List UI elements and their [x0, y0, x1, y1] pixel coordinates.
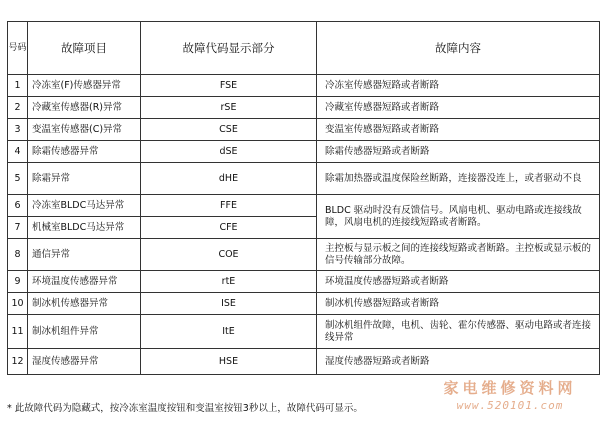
table-header-row [8, 22, 600, 75]
fault-content: 冷冻室传感器短路或者断路 [317, 75, 600, 97]
fault-code: FFE [141, 195, 317, 217]
header-number: 号码 [8, 22, 28, 75]
row-number: 4 [8, 141, 28, 163]
table-row [8, 163, 600, 195]
fault-content: 制冰机传感器短路或者断路 [317, 293, 600, 315]
fault-item: 环境温度传感器异常 [28, 271, 141, 293]
row-number: 10 [8, 293, 28, 315]
fault-code: CSE [141, 119, 317, 141]
header-fault-item: 故障项目 [28, 22, 141, 75]
header-fault-code: 故障代码显示部分 [141, 22, 317, 75]
row-number: 3 [8, 119, 28, 141]
table-row [8, 239, 600, 271]
watermark-text: 家电维修资料网 [443, 379, 577, 397]
table-row [8, 97, 600, 119]
fault-item: 制冰机组件异常 [28, 315, 141, 349]
fault-content: 变温室传感器短路或者断路 [317, 119, 600, 141]
fault-item: 通信异常 [28, 239, 141, 271]
row-number: 7 [8, 217, 28, 239]
table-row [8, 315, 600, 349]
fault-content: 制冰机组件故障，电机、齿轮、霍尔传感器、驱动电路或者连接线异常 [317, 315, 600, 349]
fault-item: 冷冻室BLDC马达异常 [28, 195, 141, 217]
fault-code: dHE [141, 163, 317, 195]
fault-content: 冷藏室传感器短路或者断路 [317, 97, 600, 119]
table-row [8, 75, 600, 97]
header-fault-content: 故障内容 [317, 22, 600, 75]
fault-code: FSE [141, 75, 317, 97]
fault-code: rtE [141, 271, 317, 293]
fault-code: ISE [141, 293, 317, 315]
row-number: 5 [8, 163, 28, 195]
fault-item: 变温室传感器(C)异常 [28, 119, 141, 141]
row-number: 11 [8, 315, 28, 349]
row-number: 2 [8, 97, 28, 119]
fault-content: 环境温度传感器短路或者断路 [317, 271, 600, 293]
fault-code: HSE [141, 349, 317, 375]
footnote: * 此故障代码为隐藏式，按冷冻室温度按钮和变温室按钮3秒以上，故障代码可显示。 [7, 403, 363, 414]
fault-item: 制冰机传感器异常 [28, 293, 141, 315]
fault-item: 机械室BLDC马达异常 [28, 217, 141, 239]
fault-item: 冷冻室(F)传感器异常 [28, 75, 141, 97]
fault-item: 冷藏室传感器(R)异常 [28, 97, 141, 119]
table-row [8, 349, 600, 375]
fault-content: 湿度传感器短路或者断路 [317, 349, 600, 375]
table-row [8, 195, 600, 217]
watermark-url: www.520101.com [456, 399, 564, 412]
fault-item: 除霜异常 [28, 163, 141, 195]
table-row [8, 119, 600, 141]
fault-item: 湿度传感器异常 [28, 349, 141, 375]
fault-code: rSE [141, 97, 317, 119]
fault-content: 除霜传感器短路或者断路 [317, 141, 600, 163]
table-row [8, 141, 600, 163]
fault-content: 除霜加热器或温度保险丝断路，连接器没连上，或者驱动不良 [317, 163, 600, 195]
fault-code: dSE [141, 141, 317, 163]
fault-code: COE [141, 239, 317, 271]
table-row [8, 293, 600, 315]
fault-item: 除霜传感器异常 [28, 141, 141, 163]
fault-code-table [7, 21, 600, 375]
row-number: 1 [8, 75, 28, 97]
row-number: 9 [8, 271, 28, 293]
fault-content: 主控板与显示板之间的连接线短路或者断路。主控板或显示板的信号传输部分故障。 [317, 239, 600, 271]
site-watermark [420, 377, 600, 412]
fault-code: ItE [141, 315, 317, 349]
table-row [8, 271, 600, 293]
row-number: 12 [8, 349, 28, 375]
row-number: 8 [8, 239, 28, 271]
fault-content: BLDC 驱动时没有反馈信号。风扇电机、驱动电路或连接线故障，风扇电机的连接线短路或者断路。 [317, 195, 600, 239]
row-number: 6 [8, 195, 28, 217]
fault-code: CFE [141, 217, 317, 239]
